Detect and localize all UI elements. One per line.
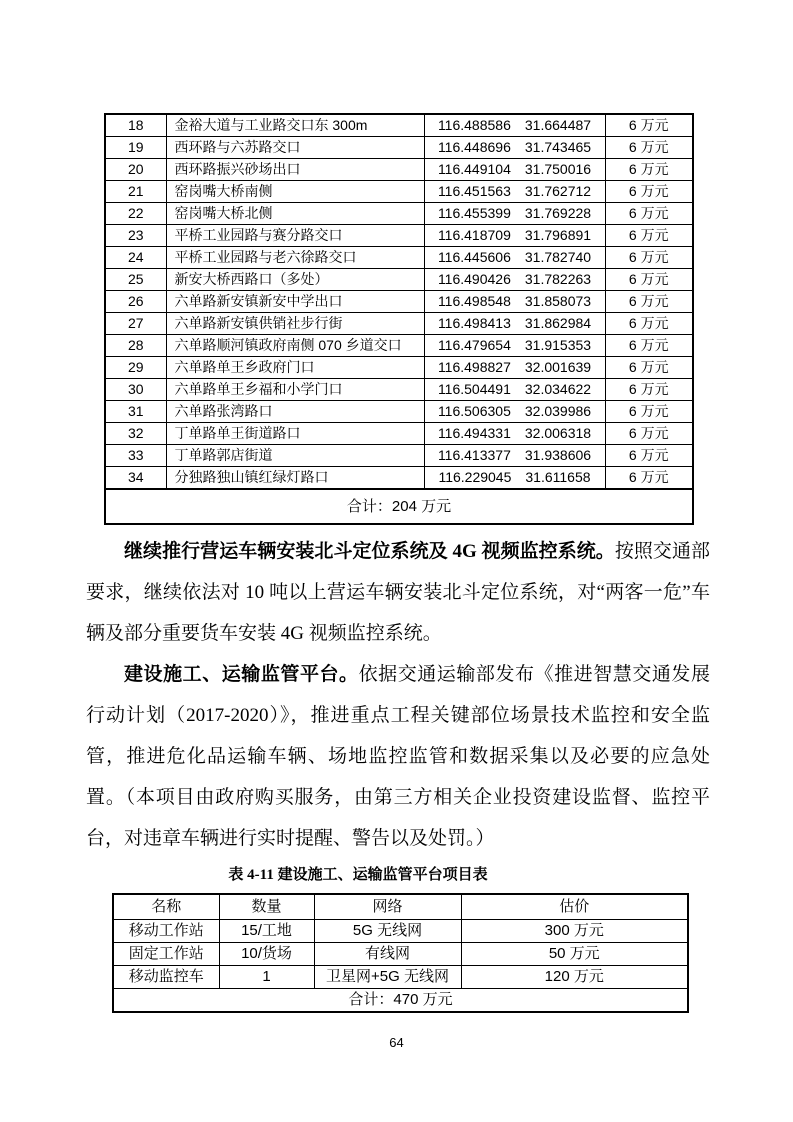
- latitude-value: 31.762712: [524, 183, 592, 199]
- table-row: [113, 966, 688, 989]
- cell-row-number: 24: [105, 247, 166, 269]
- cell-coordinates: [424, 114, 605, 137]
- cell-coordinates: [424, 423, 605, 445]
- cell-network: 有线网: [314, 943, 461, 966]
- cell-coordinates: [424, 247, 605, 269]
- cell-location-name: 六单路新安镇供销社步行街: [166, 313, 424, 335]
- latitude-value: 31.769228: [524, 205, 592, 221]
- cell-location-name: 金裕大道与工业路交口东 300m: [166, 114, 424, 137]
- table-row: [105, 467, 693, 490]
- cell-item-name: 移动工作站: [113, 920, 219, 943]
- table-total-value: 合计：470 万元: [113, 989, 688, 1013]
- cell-estimate: 6 万元: [605, 445, 693, 467]
- longitude-value: 116.506305: [437, 403, 511, 419]
- coordinate-pair: [438, 423, 591, 444]
- coordinate-pair: [438, 401, 591, 422]
- cell-estimate: 6 万元: [605, 225, 693, 247]
- longitude-value: 116.504491: [437, 381, 511, 397]
- cell-estimate: 120 万元: [461, 966, 688, 989]
- coordinate-pair: [438, 247, 591, 268]
- longitude-value: 116.451563: [437, 183, 511, 199]
- cell-coordinates: [424, 203, 605, 225]
- coordinate-pair: [438, 291, 591, 312]
- table-total-value: 合计：204 万元: [105, 489, 693, 524]
- cell-row-number: 30: [105, 379, 166, 401]
- table-row: [105, 203, 693, 225]
- longitude-value: 116.448696: [437, 139, 511, 155]
- cell-item-name: 移动监控车: [113, 966, 219, 989]
- table-total-row: [113, 989, 688, 1013]
- table-row: [105, 423, 693, 445]
- coordinate-pair: [438, 335, 591, 356]
- table-caption: 表 4-11 建设施工、运输监管平台项目表: [228, 867, 488, 883]
- cell-estimate: 6 万元: [605, 137, 693, 159]
- cell-row-number: 27: [105, 313, 166, 335]
- table-row: [105, 401, 693, 423]
- table-row: [105, 335, 693, 357]
- cell-row-number: 29: [105, 357, 166, 379]
- table-row: [113, 920, 688, 943]
- cell-coordinates: [424, 445, 605, 467]
- cell-location-name: 六单路单王乡福和小学门口: [166, 379, 424, 401]
- cell-network: 5G 无线网: [314, 920, 461, 943]
- column-header: 估价: [461, 894, 688, 920]
- cell-location-name: 六单路单王乡政府门口: [166, 357, 424, 379]
- latitude-value: 31.858073: [524, 293, 592, 309]
- cell-row-number: 21: [105, 181, 166, 203]
- cell-location-name: 丁单路郭店街道: [166, 445, 424, 467]
- longitude-value: 116.455399: [437, 205, 511, 221]
- cell-location-name: 窑岗嘴大桥北侧: [166, 203, 424, 225]
- table-row: [105, 269, 693, 291]
- longitude-value: 116.413377: [437, 447, 511, 463]
- cell-location-name: 新安大桥西路口（多处）: [166, 269, 424, 291]
- cell-quantity: 1: [219, 966, 314, 989]
- longitude-value: 116.445606: [437, 249, 511, 265]
- cell-estimate: 6 万元: [605, 357, 693, 379]
- table-row: [105, 225, 693, 247]
- cell-estimate: 6 万元: [605, 467, 693, 490]
- coordinate-pair: [438, 137, 591, 158]
- cell-estimate: 6 万元: [605, 159, 693, 181]
- coordinate-pair: [438, 225, 591, 246]
- paragraph-body-text: 依据交通运输部发布《推进智慧交通发展行动计划（2017-2020）》，推进重点工程关键部位场景技术监控和安全监管，推进危化品运输车辆、场地监控监管和数据采集以及必要的应急处置。（本项目由政府购买服务，由第三方相关企业投资建设监督、监控平台，对违章车辆进行实时提醒、警告以及处罚。）: [86, 664, 710, 849]
- cell-estimate: 6 万元: [605, 335, 693, 357]
- paragraph-lead-bold: 继续推行营运车辆安装北斗定位系统及 4G 视频监控系统。: [124, 541, 615, 562]
- cell-row-number: 23: [105, 225, 166, 247]
- cell-row-number: 34: [105, 467, 166, 490]
- cell-estimate: 6 万元: [605, 247, 693, 269]
- cell-network: 卫星网+5G 无线网: [314, 966, 461, 989]
- cell-estimate: 6 万元: [605, 313, 693, 335]
- cell-row-number: 20: [105, 159, 166, 181]
- cell-row-number: 26: [105, 291, 166, 313]
- cell-location-name: 平桥工业园路与赛分路交口: [166, 225, 424, 247]
- cell-row-number: 33: [105, 445, 166, 467]
- platform-items-table: [112, 893, 689, 1013]
- cell-quantity: 15/工地: [219, 920, 314, 943]
- table-row: [105, 159, 693, 181]
- column-header: 数量: [219, 894, 314, 920]
- table-row: [105, 357, 693, 379]
- cell-estimate: 6 万元: [605, 269, 693, 291]
- cell-location-name: 丁单路单王街道路口: [166, 423, 424, 445]
- latitude-value: 32.039986: [524, 403, 592, 419]
- table-total-row: [105, 489, 693, 524]
- paragraph-beidou-4g: [86, 531, 710, 654]
- cell-coordinates: [424, 313, 605, 335]
- cell-row-number: 32: [105, 423, 166, 445]
- cell-estimate: 6 万元: [605, 203, 693, 225]
- cell-coordinates: [424, 401, 605, 423]
- latitude-value: 32.034622: [524, 381, 592, 397]
- latitude-value: 31.782740: [524, 249, 592, 265]
- latitude-value: 31.796891: [524, 227, 592, 243]
- longitude-value: 116.488586: [437, 117, 511, 133]
- cell-location-name: 六单路顺河镇政府南侧 070 乡道交口: [166, 335, 424, 357]
- cell-coordinates: [424, 269, 605, 291]
- table-row: [105, 379, 693, 401]
- latitude-value: 31.611658: [525, 469, 591, 485]
- coordinate-pair: [438, 467, 590, 488]
- latitude-value: 32.001639: [524, 359, 592, 375]
- cell-quantity: 10/货场: [219, 943, 314, 966]
- cell-location-name: 窑岗嘴大桥南侧: [166, 181, 424, 203]
- longitude-value: 116.498827: [437, 359, 511, 375]
- cell-row-number: 25: [105, 269, 166, 291]
- coordinate-pair: [438, 159, 591, 180]
- cell-estimate: 6 万元: [605, 423, 693, 445]
- cell-estimate: 6 万元: [605, 379, 693, 401]
- cell-estimate: 6 万元: [605, 114, 693, 137]
- camera-locations-table-body: [105, 114, 693, 489]
- cell-coordinates: [424, 225, 605, 247]
- coordinate-pair: [438, 115, 591, 136]
- latitude-value: 31.862984: [524, 315, 592, 331]
- cell-estimate: 50 万元: [461, 943, 688, 966]
- longitude-value: 116.229045: [438, 469, 512, 485]
- coordinate-pair: [438, 379, 591, 400]
- column-header: 名称: [113, 894, 219, 920]
- longitude-value: 116.418709: [437, 227, 511, 243]
- cell-coordinates: [424, 379, 605, 401]
- cell-coordinates: [424, 335, 605, 357]
- cell-estimate: 6 万元: [605, 291, 693, 313]
- latitude-value: 32.006318: [524, 425, 592, 441]
- table-row: [105, 445, 693, 467]
- cell-coordinates: [424, 291, 605, 313]
- cell-row-number: 28: [105, 335, 166, 357]
- cell-estimate: 6 万元: [605, 181, 693, 203]
- cell-row-number: 19: [105, 137, 166, 159]
- table-row: [113, 943, 688, 966]
- paragraph-supervision-platform: [86, 654, 710, 859]
- cell-location-name: 分独路独山镇红绿灯路口: [166, 467, 424, 490]
- platform-table-body: [113, 920, 688, 989]
- latitude-value: 31.664487: [524, 117, 592, 133]
- table-row: [105, 181, 693, 203]
- paragraph-lead-bold: 建设施工、运输监管平台。: [124, 664, 359, 685]
- cell-coordinates: [424, 159, 605, 181]
- page-number: 64: [389, 1035, 404, 1050]
- longitude-value: 116.498413: [437, 315, 511, 331]
- coordinate-pair: [438, 357, 591, 378]
- cell-estimate: 300 万元: [461, 920, 688, 943]
- longitude-value: 116.479654: [437, 337, 511, 353]
- cell-row-number: 31: [105, 401, 166, 423]
- latitude-value: 31.750016: [524, 161, 592, 177]
- longitude-value: 116.449104: [437, 161, 511, 177]
- longitude-value: 116.490426: [437, 271, 511, 287]
- latitude-value: 31.743465: [524, 139, 592, 155]
- latitude-value: 31.915353: [524, 337, 592, 353]
- cell-coordinates: [424, 357, 605, 379]
- cell-location-name: 西环路与六苏路交口: [166, 137, 424, 159]
- column-header: 网络: [314, 894, 461, 920]
- paragraph-body-text: 按照交通部要求，继续依法对 10 吨以上营运车辆安装北斗定位系统，对“两客一危”车辆及部分重要货车安装 4G 视频监控系统。: [86, 541, 710, 644]
- body-text-block: [86, 531, 710, 859]
- coordinate-pair: [438, 269, 591, 290]
- coordinate-pair: [438, 203, 591, 224]
- camera-locations-table: [104, 113, 694, 525]
- coordinate-pair: [438, 313, 591, 334]
- table-row: [105, 247, 693, 269]
- latitude-value: 31.938606: [524, 447, 592, 463]
- longitude-value: 116.498548: [437, 293, 511, 309]
- cell-location-name: 六单路张湾路口: [166, 401, 424, 423]
- cell-item-name: 固定工作站: [113, 943, 219, 966]
- cell-row-number: 18: [105, 114, 166, 137]
- cell-row-number: 22: [105, 203, 166, 225]
- cell-location-name: 西环路振兴砂场出口: [166, 159, 424, 181]
- cell-coordinates: [424, 137, 605, 159]
- table-row: [105, 313, 693, 335]
- latitude-value: 31.782263: [524, 271, 592, 287]
- cell-coordinates: [424, 467, 605, 490]
- cell-location-name: 六单路新安镇新安中学出口: [166, 291, 424, 313]
- longitude-value: 116.494331: [437, 425, 511, 441]
- table-row: [105, 291, 693, 313]
- coordinate-pair: [438, 181, 591, 202]
- table-row: [105, 114, 693, 137]
- coordinate-pair: [438, 445, 591, 466]
- cell-estimate: 6 万元: [605, 401, 693, 423]
- cell-location-name: 平桥工业园路与老六徐路交口: [166, 247, 424, 269]
- platform-table-header-row: [113, 894, 688, 920]
- cell-coordinates: [424, 181, 605, 203]
- table-row: [105, 137, 693, 159]
